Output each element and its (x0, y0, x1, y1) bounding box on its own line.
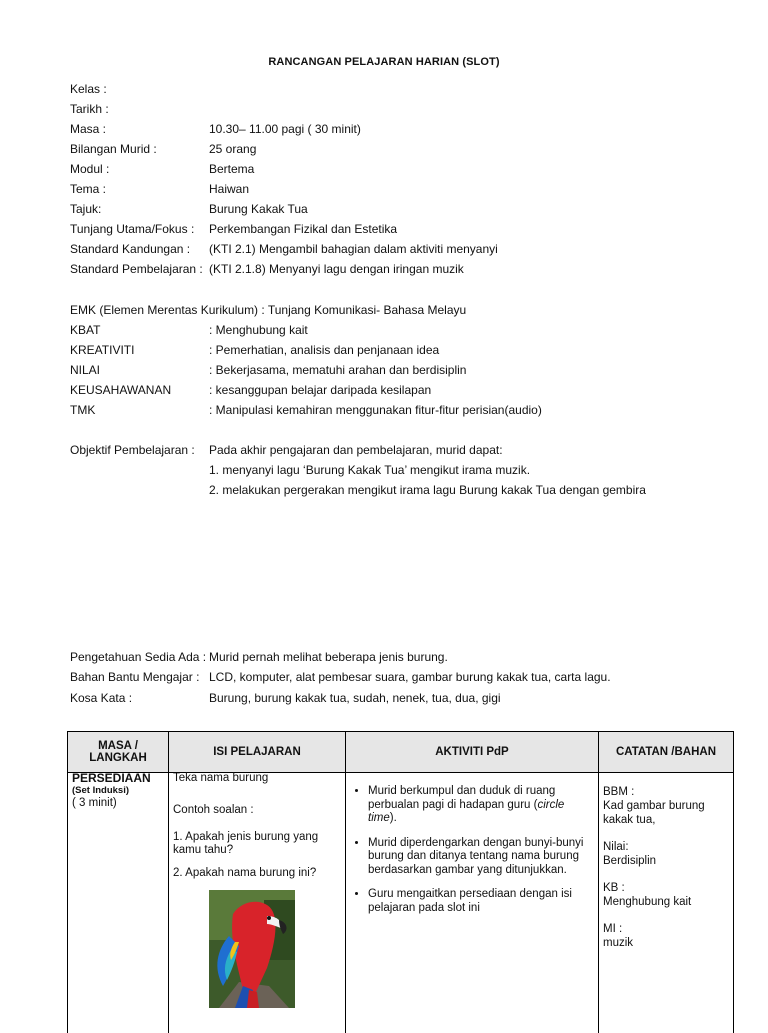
info-label: Standard Kandungan : (70, 242, 190, 256)
note-bbm-label: BBM : (603, 785, 729, 799)
info-value: Bertema (209, 162, 254, 176)
element-value: : Bekerjasama, mematuhi arahan dan berdisiplin (209, 363, 466, 377)
note-nilai-label: Nilai: (603, 840, 729, 854)
element-label: KEUSAHAWANAN (70, 383, 171, 397)
content-heading: Teka nama burung (173, 772, 341, 785)
activity-item: • Guru mengaitkan persediaan dengan isi pelajaran pada slot ini (368, 888, 594, 915)
info-label: Bilangan Murid : (70, 142, 157, 156)
prior-label: Bahan Bantu Mengajar : (70, 670, 199, 684)
prior-value: Murid pernah melihat beberapa jenis burung. (209, 650, 448, 664)
stage-title: PERSEDIAAN (72, 772, 164, 785)
note-kb-label: KB : (603, 881, 729, 895)
table-header-row (68, 732, 734, 773)
stage-subtitle: (Set Induksi) (72, 785, 164, 797)
header-isi-pelajaran: ISI PELAJARAN (169, 732, 346, 773)
info-label: Standard Pembelajaran : (70, 262, 203, 276)
element-label: NILAI (70, 363, 100, 377)
element-value: : Pemerhatian, analisis dan penjanaan idea (209, 343, 439, 357)
content-example-label: Contoh soalan : (173, 804, 341, 817)
element-value: : Manipulasi kemahiran menggunakan fitur-fitur perisian(audio) (209, 403, 542, 417)
info-value: 10.30– 11.00 pagi ( 30 minit) (209, 122, 361, 136)
content-question-2: 2. Apakah nama burung ini? (173, 867, 341, 880)
prior-label: Kosa Kata : (70, 691, 132, 705)
objective-item-2: 2. melakukan pergerakan mengikut irama lagu Burung kakak Tua dengan gembira (209, 483, 646, 497)
note-mi-label: MI : (603, 922, 729, 936)
prior-label: Pengetahuan Sedia Ada : (70, 650, 206, 664)
cell-masa-langkah (68, 773, 169, 1033)
element-label: KBAT (70, 323, 100, 337)
note-bbm-value: Kad gambar burung kakak tua, (603, 799, 729, 827)
info-value: Haiwan (209, 182, 249, 196)
activity-item: • Murid diperdengarkan dengan bunyi-bunyi burung dan ditanya tentang nama burung berdasarkan gambar yang ditunjukkan. (368, 837, 594, 878)
objective-item-1: 1. menyanyi lagu ‘Burung Kakak Tua’ mengikut irama muzik. (209, 463, 530, 477)
note-nilai-value: Berdisiplin (603, 854, 729, 868)
note-mi-value: muzik (603, 936, 729, 950)
element-label: KREATIVITI (70, 343, 134, 357)
objective-label: Objektif Pembelajaran : (70, 443, 195, 457)
header-masa-langkah: MASA / LANGKAH (68, 732, 169, 773)
info-label: Tema : (70, 182, 106, 196)
stage-time: ( 3 minit) (72, 797, 164, 810)
prior-value: Burung, burung kakak tua, sudah, nenek, tua, dua, gigi (209, 691, 501, 705)
note-kb-value: Menghubung kait (603, 895, 729, 909)
element-value: : Menghubung kait (209, 323, 308, 337)
header-catatan: CATATAN /BAHAN (599, 732, 734, 773)
element-label: TMK (70, 403, 95, 417)
element-value: : kesanggupan belajar daripada kesilapan (209, 383, 431, 397)
info-label: Tunjang Utama/Fokus : (70, 222, 194, 236)
info-label: Masa : (70, 122, 106, 136)
info-value: 25 orang (209, 142, 256, 156)
info-value: Perkembangan Fizikal dan Estetika (209, 222, 397, 236)
activity-item: • Murid berkumpul dan duduk di ruang perbualan pagi di hadapan guru (circle time). (368, 785, 594, 826)
header-aktiviti: AKTIVITI PdP (346, 732, 599, 773)
cell-aktiviti (346, 773, 599, 1033)
prior-value: LCD, komputer, alat pembesar suara, gambar burung kakak tua, carta lagu. (209, 670, 611, 684)
parrot-image (209, 890, 295, 1008)
info-value: (KTI 2.1) Mengambil bahagian dalam aktiviti menyanyi (209, 242, 498, 256)
activity-list (350, 785, 594, 915)
info-label: Modul : (70, 162, 109, 176)
table-row (68, 773, 734, 1033)
emk-line: EMK (Elemen Merentas Kurikulum) : Tunjang Komunikasi- Bahasa Melayu (70, 303, 466, 317)
info-label: Tajuk: (70, 202, 101, 216)
info-value: (KTI 2.1.8) Menyanyi lagu dengan iringan muzik (209, 262, 464, 276)
cell-catatan (599, 773, 734, 1033)
cell-isi-pelajaran (169, 773, 346, 1033)
info-label: Kelas : (70, 82, 107, 96)
info-value: Burung Kakak Tua (209, 202, 308, 216)
lesson-table (67, 731, 734, 1033)
info-label: Tarikh : (70, 102, 109, 116)
page-title: RANCANGAN PELAJARAN HARIAN (SLOT) (0, 56, 768, 68)
content-question-1: 1. Apakah jenis burung yang kamu tahu? (173, 831, 341, 857)
objective-intro: Pada akhir pengajaran dan pembelajaran, murid dapat: (209, 443, 503, 457)
